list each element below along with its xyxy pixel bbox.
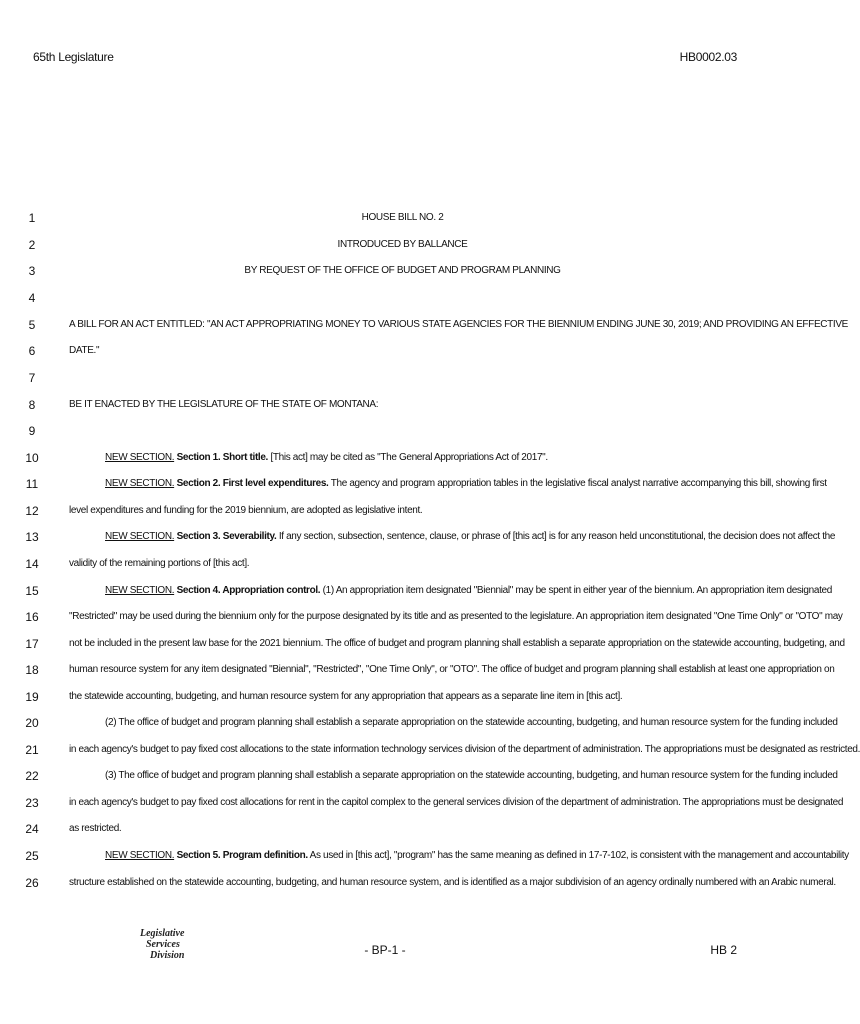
line-number: 19 <box>25 690 39 704</box>
bill-line-9 <box>0 424 770 444</box>
section-body: If any section, subsection, sentence, clause, or phrase of [this act] is for any reason held unconstitutional, the decision does not affect the <box>278 531 836 542</box>
line-number: 8 <box>28 398 36 412</box>
bill-line-1 <box>0 211 770 231</box>
line-number: 11 <box>25 477 39 491</box>
line-text: A BILL FOR AN ACT ENTITLED: "AN ACT APPROPRIATING MONEY TO VARIOUS STATE AGENCIES FOR THE BIENNIUM ENDING JUNE 30, 2019; AND PROVIDING AN EFFECTIVE <box>69 319 848 330</box>
bill-line-23 <box>0 796 844 816</box>
bill-line-19 <box>0 690 770 710</box>
line-text <box>105 850 849 861</box>
logo-line: Services <box>146 939 180 950</box>
bill-line-24 <box>0 822 770 842</box>
line-text: level expenditures and funding for the 2019 biennium, are adopted as legislative intent. <box>69 505 423 516</box>
line-number: 20 <box>25 716 39 730</box>
section-heading: Section 1. Short title. <box>176 452 268 463</box>
line-text <box>105 478 827 489</box>
section-heading: Section 2. First level expenditures. <box>176 478 329 489</box>
line-number: 13 <box>25 530 39 544</box>
bill-line-14 <box>0 557 770 577</box>
bill-line-3 <box>0 264 770 284</box>
new-section-marker: NEW SECTION. <box>105 850 175 861</box>
bill-line-4 <box>0 291 770 311</box>
bill-line-18 <box>0 663 835 683</box>
bill-request: BY REQUEST OF THE OFFICE OF BUDGET AND PROGRAM PLANNING <box>244 265 561 276</box>
line-text: not be included in the present law base for the 2021 biennium. The office of budget and program planning shall establish a separate appropriation on the statewide accounting, budgeting, and <box>69 638 845 649</box>
bill-line-20 <box>0 716 838 736</box>
bill-line-2 <box>0 238 770 258</box>
logo-line: Division <box>150 950 185 961</box>
line-number: 21 <box>25 743 39 757</box>
bill-sponsor: INTRODUCED BY BALLANCE <box>337 239 468 250</box>
section-heading: Section 4. Appropriation control. <box>176 585 321 596</box>
bill-line-22 <box>0 769 838 789</box>
section-heading: Section 3. Severability. <box>176 531 277 542</box>
footer-bill-label: HB 2 <box>710 943 737 957</box>
section-body: As used in [this act], "program" has the same meaning as defined in 17-7-102, is consistent with the management and accountability <box>309 850 849 861</box>
new-section-marker: NEW SECTION. <box>105 531 175 542</box>
line-number: 22 <box>25 769 39 783</box>
line-number: 17 <box>25 637 39 651</box>
page-number: - BP-1 - <box>364 943 406 957</box>
line-number: 25 <box>25 849 39 863</box>
bill-line-6 <box>0 344 770 364</box>
line-text <box>105 452 736 463</box>
bill-line-8 <box>0 398 770 418</box>
line-text <box>105 585 832 596</box>
bill-line-15 <box>0 584 832 604</box>
line-text: the statewide accounting, budgeting, and human resource system for any appropriation that appears as a separate line item in [this act]. <box>69 691 623 702</box>
line-text: structure established on the statewide accounting, budgeting, and human resource system, and is identified as a major subdivision of an agency ordinally numbered with an Arabic numeral. <box>69 877 836 888</box>
line-text: (2) The office of budget and program planning shall establish a separate appropriation on the statewide accounting, budgeting, and human resource system for the funding included <box>105 717 838 728</box>
line-number: 15 <box>25 584 39 598</box>
bill-line-10 <box>0 451 770 471</box>
section-body: (1) An appropriation item designated "Biennial" may be spent in either year of the biennium. An appropriation item designated <box>322 585 832 596</box>
line-number: 14 <box>25 557 39 571</box>
logo-line: Legislative <box>140 928 185 939</box>
new-section-marker: NEW SECTION. <box>105 585 175 596</box>
line-number: 12 <box>25 504 39 518</box>
line-number: 23 <box>25 796 39 810</box>
line-text: DATE." <box>69 345 100 356</box>
section-body: [This act] may be cited as "The General Appropriations Act of 2017". <box>270 452 548 463</box>
line-number: 7 <box>28 371 36 385</box>
section-heading: Section 5. Program definition. <box>176 850 308 861</box>
line-number: 26 <box>25 876 39 890</box>
line-text <box>105 531 836 542</box>
section-body: The agency and program appropriation tables in the legislative fiscal analyst narrative accompanying this bill, showing first <box>330 478 827 489</box>
line-text: human resource system for any item designated "Biennial", "Restricted", "One Time Only", or "OTO". The office of budget and program planning shall establish at least one appropriation on <box>69 664 835 675</box>
bill-line-7 <box>0 371 770 391</box>
bill-title: HOUSE BILL NO. 2 <box>361 212 444 223</box>
bill-line-16 <box>0 610 843 630</box>
bill-line-26 <box>0 876 836 896</box>
header-legislature: 65th Legislature <box>33 50 114 64</box>
line-text: as restricted. <box>69 823 122 834</box>
line-number: 5 <box>28 318 36 332</box>
line-number: 3 <box>28 264 36 278</box>
header-bill-id: HB0002.03 <box>679 50 737 64</box>
line-text: in each agency's budget to pay fixed cost allocations to the state information technology services division of the department of administration. The appropriations must be designated as restricted. <box>69 744 860 755</box>
line-text: (3) The office of budget and program planning shall establish a separate appropriation on the statewide accounting, budgeting, and human resource system for the funding included <box>105 770 838 781</box>
line-number: 16 <box>25 610 39 624</box>
line-number: 24 <box>25 822 39 836</box>
line-number: 18 <box>25 663 39 677</box>
bill-line-21 <box>0 743 860 763</box>
line-number: 10 <box>25 451 39 465</box>
line-number: 2 <box>28 238 36 252</box>
bill-line-25 <box>0 849 849 869</box>
line-number: 4 <box>28 291 36 305</box>
new-section-marker: NEW SECTION. <box>105 478 175 489</box>
line-number: 9 <box>28 424 36 438</box>
bill-line-5 <box>0 318 848 338</box>
line-text: in each agency's budget to pay fixed cost allocations for rent in the capitol complex to the general services division of the department of administration. The appropriations must be designated <box>69 797 844 808</box>
enacting-clause: BE IT ENACTED BY THE LEGISLATURE OF THE STATE OF MONTANA: <box>69 399 379 410</box>
new-section-marker: NEW SECTION. <box>105 452 175 463</box>
bill-line-11 <box>0 477 827 497</box>
bill-line-13 <box>0 530 836 550</box>
line-number: 6 <box>28 344 36 358</box>
bill-line-17 <box>0 637 845 657</box>
bill-line-12 <box>0 504 770 524</box>
line-text: "Restricted" may be used during the biennium only for the purpose designated by its title and as presented to the legislature. An appropriation item designated "One Time Only" or "OTO" may <box>69 611 843 622</box>
line-number: 1 <box>28 211 36 225</box>
line-text: validity of the remaining portions of [this act]. <box>69 558 250 569</box>
